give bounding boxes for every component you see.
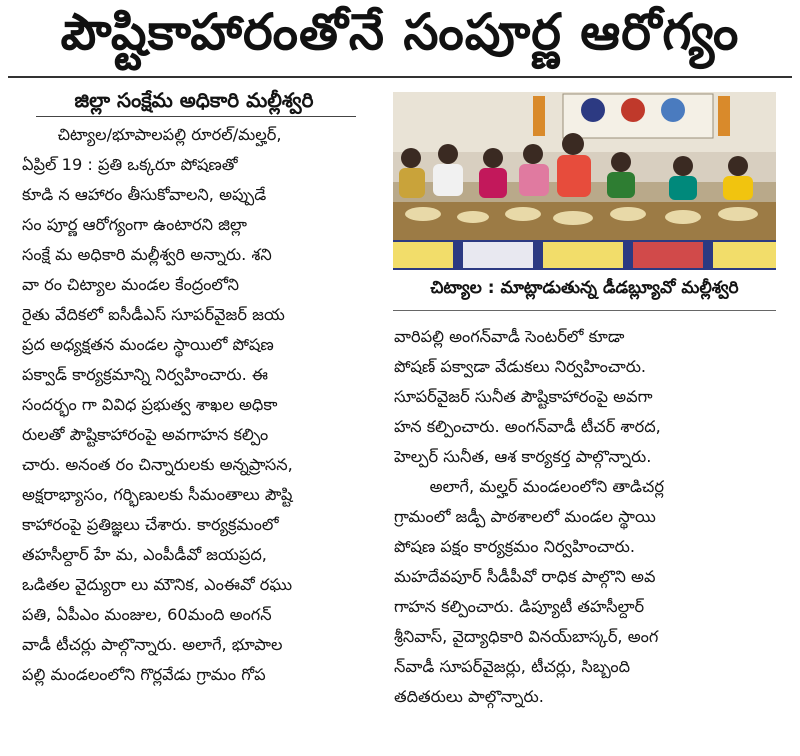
article-text-line: హన కల్పించారు. అంగన్‌వాడీ టీచర్ శారద, <box>394 417 661 436</box>
article-text-line: ఒడితల వైద్యురా లు మౌనిక, ఎంఈవో రఘు <box>22 575 293 594</box>
article-text-line: అలాగే, మల్హర్ మండలంలోని తాడిచర్ల <box>429 477 664 496</box>
article-text-line: సూపర్‌వైజర్ సునీత పౌష్టికాహారంపై అవగా <box>394 387 653 406</box>
article-text-line: పతి, ఏపీఎం మంజుల, 60మంది అంగన్ <box>22 605 272 624</box>
article-text-line: కాహారంపై ప్రతిజ్ఞలు చేశారు. కార్యక్రమంలో <box>22 515 279 534</box>
photo-caption: చిట్యాల : మాట్లాడుతున్న డీడబ్ల్యూవో మల్లీశ్వరి <box>430 278 739 298</box>
article-text-line: రులతో పౌష్టికాహారంపై అవగాహన కల్పిం <box>22 425 269 444</box>
article-text-line: కూడి న ఆహారం తీసుకోవాలని, అప్పుడే <box>22 185 267 204</box>
article-text-line: పల్లి మండలంలోని గొర్లవేడు గ్రామం గోప <box>22 665 266 684</box>
article-text-line: హెల్పర్ సునీత, ఆశ కార్యకర్త పాల్గొన్నారు. <box>394 447 652 466</box>
article-text-line: మహదేవపూర్ సీడీపీవో రాధిక పాల్గొని అవ <box>394 567 656 586</box>
article-photo <box>393 92 776 270</box>
article-text-line: గ్రామంలో జడ్పీ పాఠశాలలో మండల స్థాయి <box>394 507 656 526</box>
article-text-line: ప్రద అధ్యక్షతన మండల స్థాయిలో పోషణ <box>22 335 274 354</box>
article-text-line: తహసీల్దార్ హే మ, ఎంపీడీవో జయప్రద, <box>22 545 267 564</box>
article-text-line: సం పూర్ణ ఆరోగ్యంగా ఉంటారని జిల్లా <box>22 215 247 234</box>
article-text-line: తదితరులు పాల్గొన్నారు. <box>394 687 544 706</box>
article-headline: పౌష్టికాహారంతోనే సంపూర్ణ ఆరోగ్యం <box>60 2 740 61</box>
article-text-line: పోషణ్ పక్వాడా వేడుకలు నిర్వహించారు. <box>394 357 647 376</box>
caption-divider <box>393 310 776 311</box>
article-text-line: చారు. అనంత రం చిన్నారులకు అన్నప్రాసన, <box>22 455 293 474</box>
article-byline: జిల్లా సంక్షేమ అధికారి మల్లీశ్వరి <box>74 88 314 112</box>
article-text-line: అక్షరాభ్యాసం, గర్భిణులకు సీమంతాలు పౌష్టి <box>22 485 293 504</box>
article-text-line: గాహన కల్పించారు. డిప్యూటీ తహసీల్దార్ <box>394 597 645 616</box>
headline-divider <box>8 76 792 78</box>
article-text-line: పోషణ పక్షం కార్యక్రమం నిర్వహించారు. <box>394 537 635 556</box>
article-body-right-column <box>394 322 780 712</box>
article-text-line: పక్వాడ్ కార్యక్రమాన్ని నిర్వహించారు. ఈ <box>22 365 268 384</box>
article-text-line: వారిపల్లి అంగన్‌వాడీ సెంటర్‌లో కూడా <box>394 327 625 346</box>
article-text-line: చిట్యాల/భూపాలపల్లి రూరల్/మల్హర్, <box>57 125 282 144</box>
article-text-line: వాడీ టీచర్లు పాల్గొన్నారు. అలాగే, భూపాల <box>22 635 283 654</box>
article-text-line: సంక్షే మ అధికారి మల్లీశ్వరి అన్నారు. శని <box>22 245 272 264</box>
article-text-line: ఏప్రిల్ 19 : ప్రతి ఒక్కరూ పోషణతో <box>22 155 238 174</box>
article-text-line: శ్రీనివాస్, వైద్యాధికారి వినయ్‌బాస్కర్, అంగ <box>394 627 659 646</box>
article-text-line: వా రం చిట్యాల మండల కేంద్రంలోని <box>22 275 240 294</box>
article-body-left-column <box>22 120 384 690</box>
article-text-line: న్‌వాడీ సూపర్‌వైజర్లు, టీచర్లు, సిబ్బంది <box>394 657 631 676</box>
article-text-line: సందర్భం గా వివిధ ప్రభుత్వ శాఖల అధికా <box>22 395 278 414</box>
article-text-line: రైతు వేదికలో ఐసీడీఎస్ సూపర్‌వైజర్ జయ <box>22 305 285 324</box>
byline-underline <box>36 116 356 117</box>
